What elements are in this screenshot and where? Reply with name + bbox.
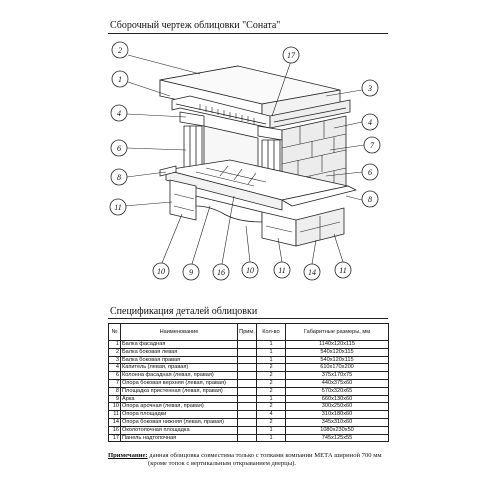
- cell-num: 7: [109, 379, 121, 387]
- footnote: [108, 452, 393, 468]
- table-row: [109, 356, 389, 364]
- cell-name: Опора площадки: [121, 411, 238, 419]
- drawing-title: Сборочный чертеж облицовки "Соната": [110, 20, 281, 31]
- cell-num: 1: [109, 341, 121, 349]
- cell-name: Опора боковая нижняя (левая, правая): [121, 418, 238, 426]
- callout-number: 17: [287, 51, 295, 60]
- callout-number: 7: [370, 141, 374, 150]
- table-row: [109, 418, 389, 426]
- table-row: [109, 403, 389, 411]
- cell-note: [238, 411, 257, 419]
- footnote-line-1: данная облицовка совместима только с топками компании МЕТА шириной 700 мм: [147, 452, 382, 459]
- callout-number: 8: [368, 195, 372, 204]
- table-row: [109, 372, 389, 380]
- cell-num: 10: [109, 403, 121, 411]
- cell-qty: 2: [257, 372, 286, 380]
- callout-number: 8: [117, 173, 121, 182]
- cell-name: Колонна фасадная (левая, правая): [121, 372, 238, 380]
- footnote-line-2: (кроме топок с вертикальным открыванием дверцы).: [148, 460, 296, 467]
- cell-qty: 2: [257, 387, 286, 395]
- header-name: Наименование: [121, 324, 238, 341]
- table-header-row: [109, 324, 389, 341]
- table-row: [109, 434, 389, 442]
- cell-size: 540x120x115: [286, 348, 389, 356]
- cell-note: [238, 379, 257, 387]
- cell-size: 440x375x60: [286, 379, 389, 387]
- spec-table: [108, 323, 389, 442]
- cell-size: 1140x120x115: [286, 341, 389, 349]
- table-row: [109, 426, 389, 434]
- cell-qty: 2: [257, 403, 286, 411]
- cell-size: 310x180x60: [286, 411, 389, 419]
- cell-num: 8: [109, 387, 121, 395]
- callout-number: 14: [308, 268, 316, 277]
- header-size: Габаритные размеры, мм: [286, 324, 389, 341]
- cell-name: Арка: [121, 395, 238, 403]
- cell-qty: 1: [257, 426, 286, 434]
- callout-number: 3: [368, 84, 372, 93]
- spec-title: Спецификация деталей облицовки: [110, 306, 258, 317]
- cell-qty: 1: [257, 348, 286, 356]
- cell-size: 345x310x60: [286, 418, 389, 426]
- header-qty: Кол-во: [257, 324, 286, 341]
- cell-name: Балка фасадная: [121, 341, 238, 349]
- spec-table-body: [109, 341, 389, 442]
- table-row: [109, 364, 389, 372]
- cell-num: 3: [109, 356, 121, 364]
- cell-num: 6: [109, 372, 121, 380]
- table-row: [109, 341, 389, 349]
- callout-number: 2: [118, 46, 122, 55]
- cell-qty: 2: [257, 418, 286, 426]
- callout-number: 6: [368, 168, 372, 177]
- cell-note: [238, 341, 257, 349]
- cell-note: [238, 434, 257, 442]
- table-row: [109, 395, 389, 403]
- cell-qty: 2: [257, 379, 286, 387]
- header-note: Прим.: [238, 324, 257, 341]
- callout-number: 6: [117, 144, 121, 153]
- cell-qty: 1: [257, 434, 286, 442]
- cell-qty: 2: [257, 364, 286, 372]
- support-left-lower: [170, 180, 196, 220]
- cell-size: 610x170x200: [286, 364, 389, 372]
- cell-size: 375x170x75: [286, 372, 389, 380]
- table-row: [109, 411, 389, 419]
- column-left: [184, 126, 202, 170]
- callout-number: 11: [278, 266, 286, 275]
- header-num: №: [109, 324, 121, 341]
- cell-size: 745x125x55: [286, 434, 389, 442]
- cell-note: [238, 403, 257, 411]
- cell-note: [238, 418, 257, 426]
- cell-name: Опора боковая верхняя (левая, правая): [121, 379, 238, 387]
- cell-size: 540x120x115: [286, 356, 389, 364]
- cell-num: 14: [109, 418, 121, 426]
- callout-number: 11: [339, 266, 347, 275]
- callout-number: 1: [118, 75, 122, 84]
- cell-note: [238, 372, 257, 380]
- callout-number: 4: [117, 109, 121, 118]
- cell-note: [238, 364, 257, 372]
- cell-qty: 1: [257, 356, 286, 364]
- cell-note: [238, 348, 257, 356]
- cell-name: Балка боковая левая: [121, 348, 238, 356]
- callout-number: 10: [246, 266, 254, 275]
- spec-title-underline: [108, 318, 388, 319]
- capital-left: [180, 112, 204, 126]
- cell-note: [238, 387, 257, 395]
- cell-size: 660x130x60: [286, 395, 389, 403]
- cell-num: 2: [109, 348, 121, 356]
- cell-num: 9: [109, 395, 121, 403]
- cell-note: [238, 356, 257, 364]
- callout-number: 4: [368, 118, 372, 127]
- table-row: [109, 379, 389, 387]
- cell-size: 570x320x65: [286, 387, 389, 395]
- cell-name: Балка боковая правая: [121, 356, 238, 364]
- cell-name: Опора арочная (левая, правая): [121, 403, 238, 411]
- cell-note: [238, 395, 257, 403]
- cell-name: Площадка пристенная (левая, правая): [121, 387, 238, 395]
- callout-number: 10: [157, 267, 165, 276]
- cell-num: 16: [109, 426, 121, 434]
- cell-qty: 4: [257, 411, 286, 419]
- callout-number: 16: [217, 268, 225, 277]
- cell-name: Капитель (левая, правая): [121, 364, 238, 372]
- cell-name: Панель надтопочная: [121, 434, 238, 442]
- table-row: [109, 348, 389, 356]
- cell-qty: 1: [257, 341, 286, 349]
- cell-num: 17: [109, 434, 121, 442]
- cell-num: 11: [109, 411, 121, 419]
- callout-number: 9: [189, 268, 193, 277]
- cell-num: 4: [109, 364, 121, 372]
- cell-name: Околотопочная площадка: [121, 426, 238, 434]
- cell-qty: 1: [257, 395, 286, 403]
- table-row: [109, 387, 389, 395]
- cell-size: 300x250x60: [286, 403, 389, 411]
- footnote-label: Примечание:: [108, 452, 148, 459]
- callout-number: 11: [114, 203, 122, 212]
- cell-note: [238, 426, 257, 434]
- cell-size: 1080x230x50: [286, 426, 389, 434]
- capital-right: [258, 126, 282, 140]
